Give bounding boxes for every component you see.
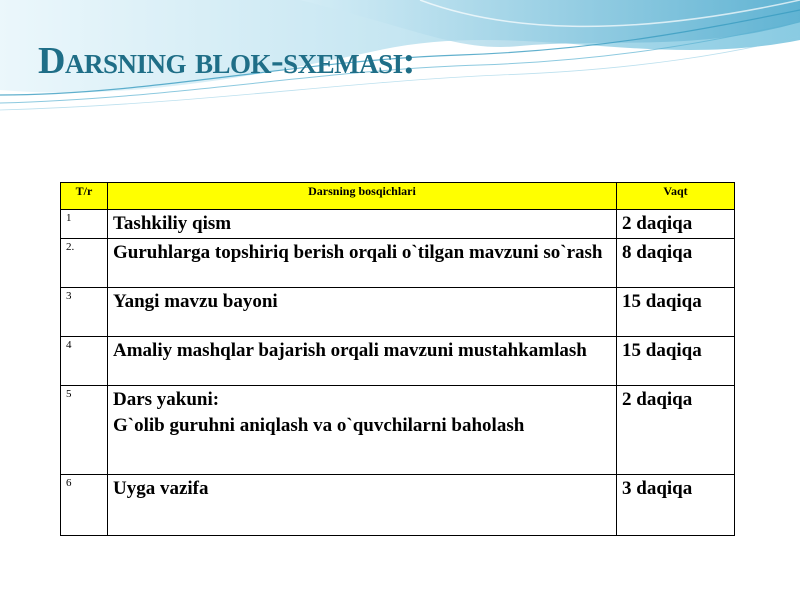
stage-subtext: G`olib guruhni aniqlash va o`quvchilarni baholash bbox=[113, 415, 525, 436]
row-number: 6 bbox=[61, 475, 108, 536]
row-number: 5 bbox=[61, 386, 108, 475]
row-number: 1 bbox=[61, 210, 108, 239]
stage-time: 15 daqiqa bbox=[617, 337, 735, 386]
stage-time: 15 daqiqa bbox=[617, 288, 735, 337]
table-row bbox=[61, 239, 735, 288]
header-tr: T/r bbox=[61, 183, 108, 210]
stage-time: 3 daqiqa bbox=[617, 475, 735, 536]
table-row bbox=[61, 337, 735, 386]
stage-text: Amaliy mashqlar bajarish orqali mavzuni mustahkamlash bbox=[108, 337, 617, 386]
table-row bbox=[61, 288, 735, 337]
stage-text: Guruhlarga topshiriq berish orqali o`tilgan mavzuni so`rash bbox=[108, 239, 617, 288]
stage-text: Uyga vazifa bbox=[108, 475, 617, 536]
stage-text: Yangi mavzu bayoni bbox=[108, 288, 617, 337]
stage-cell bbox=[108, 386, 617, 475]
header-time: Vaqt bbox=[617, 183, 735, 210]
slide-title: Darsning blok-sxemasi: bbox=[38, 40, 415, 82]
stage-time: 2 daqiqa bbox=[617, 386, 735, 475]
lesson-stages-table bbox=[60, 182, 735, 536]
table-row bbox=[61, 475, 735, 536]
header-stages: Darsning bosqichlari bbox=[108, 183, 617, 210]
row-number: 4 bbox=[61, 337, 108, 386]
table-row bbox=[61, 386, 735, 475]
row-number: 3 bbox=[61, 288, 108, 337]
stage-text: Tashkiliy qism bbox=[108, 210, 617, 239]
table-header-row bbox=[61, 183, 735, 210]
table-row bbox=[61, 210, 735, 239]
row-number: 2. bbox=[61, 239, 108, 288]
stage-time: 2 daqiqa bbox=[617, 210, 735, 239]
stage-text: Dars yakuni: bbox=[113, 389, 220, 410]
stage-time: 8 daqiqa bbox=[617, 239, 735, 288]
